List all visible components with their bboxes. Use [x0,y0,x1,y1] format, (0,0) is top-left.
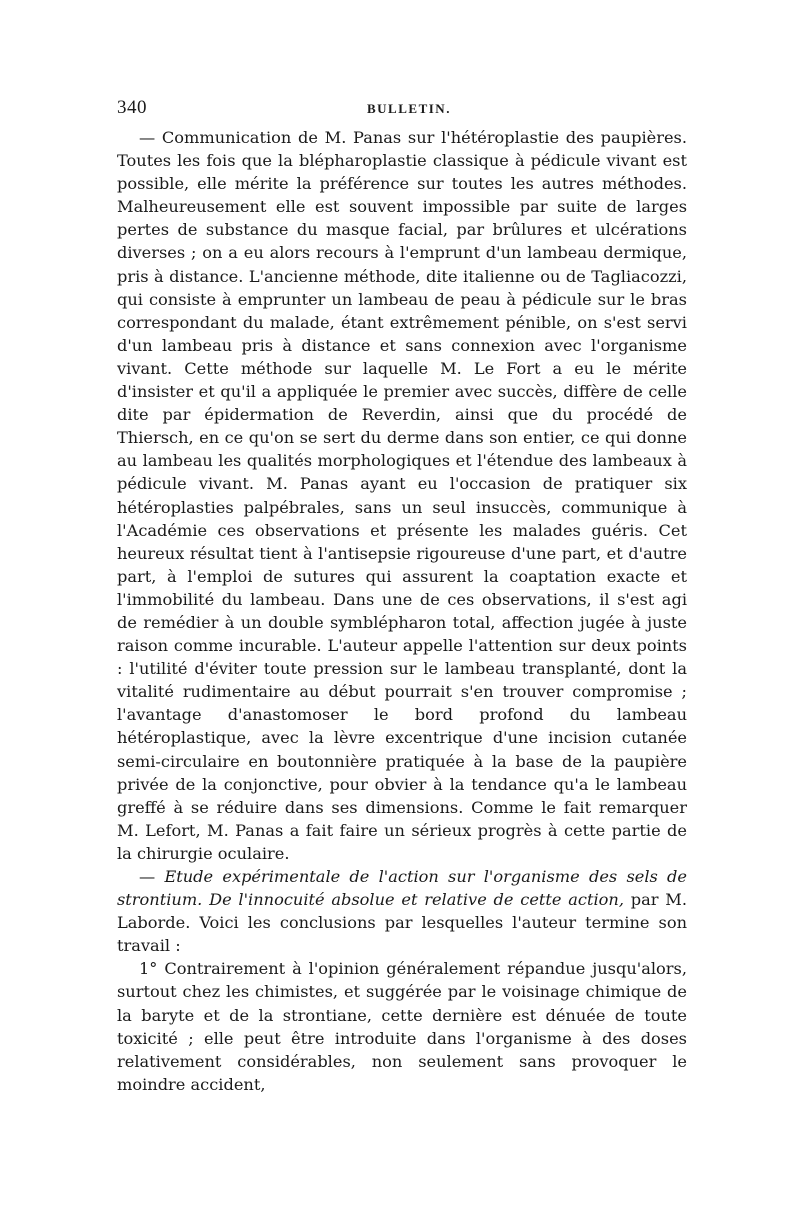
paragraph-text: 1° Contrairement à l'opinion généralement répandue jusqu'alors, surtout chez les chimistes, et suggérée par le voisinage chimique de la baryte et de la strontiane, cette dernière est dénuée de toute toxicité ; elle peut être introduite dans l'organisme à des doses relativement considérables, non seulement sans provoquer le moindre accident, [117,959,687,1094]
page-header [117,97,687,123]
body-text [117,126,687,1096]
paragraph-text: — Communication de M. Panas sur l'hétéroplastie des paupières. Toutes les fois que la blépharoplastie classique à pédicule vivant est possible, elle mérite la préférence sur toutes les autres méthodes. Malheureusement elle est souvent impossible par suite de larges pertes de substance du masque facial, par brûlures et ulcérations diverses ; on a eu alors recours à l'emprunt d'un lambeau dermique, pris à distance. L'ancienne méthode, dite italienne ou de Tagliacozzi, qui consiste à emprunter un lambeau de peau à pédicule sur le bras correspondant du malade, étant extrêmement pénible, on s'est servi d'un lambeau pris à distance et sans connexion avec l'organisme vivant. Cette méthode sur laquelle M. Le Fort a eu le mérite d'insister et qu'il a appliquée le premier avec succès, diffère de celle dite par épidermation de Reverdin, ainsi que du procédé de Thiersch, en ce qu'on se sert du derme dans son entier, ce qui donne au lambeau les qualités morphologiques et l'étendue des lambeaux à pédicule vivant. M. Panas ayant eu l'occasion de pratiquer six hétéroplasties palpébrales, sans un seul insuccès, communique à l'Académie ces observations et présente les malades guéris. Cet heureux résultat tient à l'antisepsie rigoureuse d'une part, et d'autre part, à l'emploi de sutures qui assurent la coaptation exacte et l'immobilité du lambeau. Dans une de ces observations, il s'est agi de remédier à un double symblépharon total, affection jugée à juste raison comme incurable. L'auteur appelle l'attention sur deux points : l'utilité d'éviter toute pression sur le lambeau transplanté, dont la vitalité rudimentaire au début pourrait s'en trouver compromise ; l'avantage d'anastomoser le bord profond du lambeau hétéroplastique, avec la lèvre excentrique d'une incision cutanée semi-circulaire en boutonnière pratiquée à la base de la paupière privée de la conjonctive, pour obvier à la tendance qu'a le lambeau greffé à se réduire dans ses dimensions. Comme le fait remarquer M. Lefort, M. Panas a fait faire un sérieux progrès à cette partie de la chirurgie oculaire. [117,128,687,863]
paragraph-lead: — [139,867,165,886]
paragraph-panas-communication [117,126,687,865]
paragraph-conclusion-1 [117,957,687,1096]
page-number: 340 [117,97,147,118]
study-title: Etude expérimentale de l'action sur l'organisme des sels de strontium. De l'innocuité absolue et relative de cette action, [117,867,687,910]
book-page [117,97,687,1096]
paragraph-laborde-study [117,865,687,957]
running-head: BULLETIN. [367,101,451,116]
paragraph-text: par M. Laborde. Voici les conclusions par lesquelles l'auteur termine son travail : [117,890,687,956]
